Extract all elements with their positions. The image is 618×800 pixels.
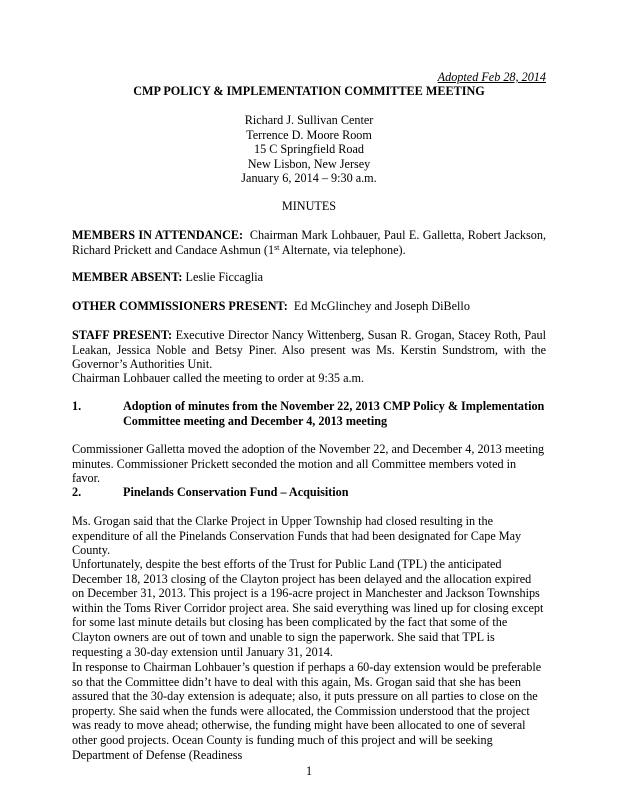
attendance-text: Chairman Mark Lohbauer, Paul E. Galletta, Robert Jackson, Richard Prickett and Candace Ashmun (1 (72, 228, 547, 257)
other-commissioners (72, 299, 546, 314)
attendance-label: MEMBERS IN ATTENDANCE: (72, 228, 244, 242)
staff-present (72, 328, 546, 372)
section-title-line: Adoption of minutes from the November 22, 2013 CMP Policy & Implementation (123, 399, 545, 413)
page-number: 1 (305, 764, 313, 778)
section-number: 1. (72, 399, 82, 413)
address-line: Richard J. Sullivan Center (244, 113, 374, 127)
minutes-label: MINUTES (281, 199, 337, 213)
address-line: New Lisbon, New Jersey (247, 156, 371, 171)
absent-text: Leslie Ficcaglia (185, 270, 264, 284)
section-1-body: Commissioner Galletta moved the adoption of the November 22, and December 4, 2013 meeting minutes. Commissioner Prickett seconded the motion and all Committee members voted in favor. (72, 442, 545, 486)
adopted-date: Adopted Feb 28, 2014 (437, 70, 546, 84)
other-label: OTHER COMMISSIONERS PRESENT: (72, 299, 288, 313)
members-attendance (72, 228, 546, 257)
section-title: Pinelands Conservation Fund – Acquisition (123, 485, 349, 499)
address-line: 15 C Springfield Road (253, 142, 365, 157)
section-number: 2. (72, 485, 82, 499)
meeting-location (0, 113, 618, 186)
section-2-heading (72, 485, 546, 500)
section-1-heading (72, 399, 546, 428)
meeting-title: CMP POLICY & IMPLEMENTATION COMMITTEE MEETING (133, 84, 485, 98)
paragraph: Ms. Grogan said that the Clarke Project in Upper Township had closed resulting in the expenditure of all the Pinelands Conservation Funds that had been designated for Cape May County. (72, 514, 522, 558)
address-line: Terrence D. Moore Room (246, 127, 372, 142)
section-title-line: Committee meeting and December 4, 2013 meeting (123, 413, 388, 428)
staff-text: Executive Director Nancy Wittenberg, Susan R. Grogan, Stacey Roth, Paul Leakan, Jessica Noble and Betsy Piner. Also present was Ms. Kerstin Sundstrom, with the Governor’s Authorities Unit. (72, 328, 547, 372)
paragraph: Unfortunately, despite the best efforts of the Trust for Public Land (TPL) the anticipated December 18, 2013 closing of the Clayton project has been delayed and the allocation expired on December 31, 2013. This project is a 196-acre project in Manchester and Jackson Townships within the Toms River Corridor project area. She said everything was lined up for closing except for some last minute details but closing has been complicated by the fact that some of the Clayton owners are out of town and unable to sign the paperwork. She said that TPL is requesting a 30-day extension until January 31, 2014. (72, 557, 544, 659)
paragraph: In response to Chairman Lohbauer’s question if perhaps a 60-day extension would be preferable so that the Committee didn’t have to deal with this again, Ms. Grogan said that she has been assured that the 30-day extension is adequate; also, it puts pressure on all parties to close on the property. She said when the funds were allocated, the Commission understood that the project was ready to move ahead; otherwise, the funding might have been allocated to one of several other good projects. Ocean County is funding much of this project and will be seeking Department of Defense (Readiness (72, 660, 542, 762)
other-text: Ed McGlinchey and Joseph DiBello (293, 299, 470, 313)
ordinal-suffix: st (274, 242, 280, 252)
attendance-text-end: Alternate, via telephone). (279, 242, 406, 257)
absent-label: MEMBER ABSENT: (72, 270, 183, 284)
call-to-order: Chairman Lohbauer called the meeting to order at 9:35 a.m. (72, 371, 365, 385)
meeting-datetime: January 6, 2014 – 9:30 a.m. (241, 171, 377, 186)
staff-label: STAFF PRESENT: (72, 328, 173, 342)
member-absent (72, 270, 546, 285)
